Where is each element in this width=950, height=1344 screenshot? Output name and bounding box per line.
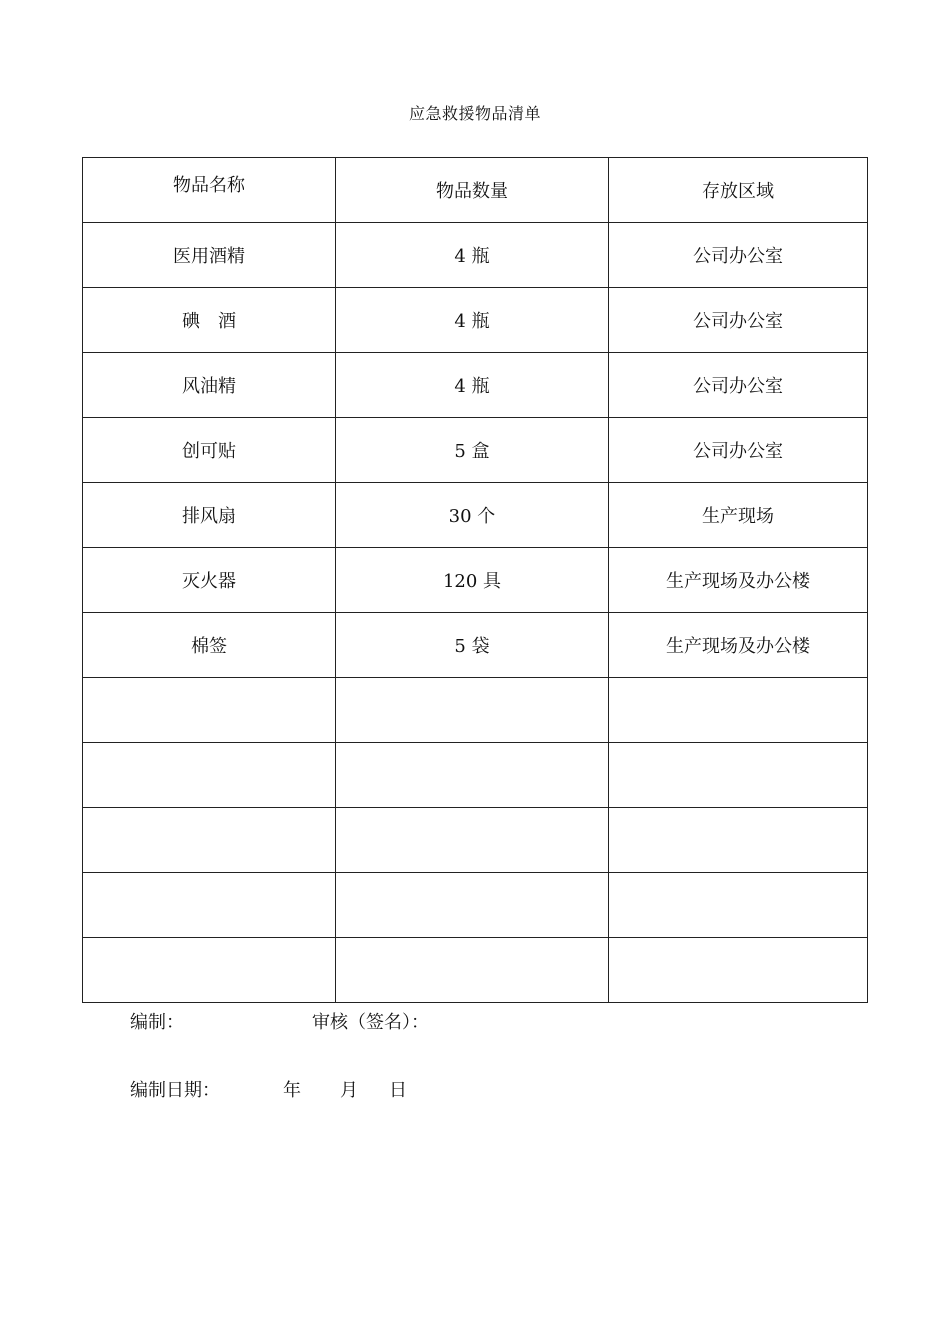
item-quantity-cell: 5 盒 bbox=[336, 418, 609, 483]
table-row-empty bbox=[83, 678, 868, 743]
table-row bbox=[83, 418, 868, 483]
table-row bbox=[83, 548, 868, 613]
storage-area-cell bbox=[609, 743, 868, 808]
item-name-cell: 排风扇 bbox=[83, 483, 336, 548]
item-name-cell bbox=[83, 743, 336, 808]
item-name-cell bbox=[83, 873, 336, 938]
date-month-label: 月 bbox=[340, 1080, 358, 1101]
storage-area-cell: 公司办公室 bbox=[609, 418, 868, 483]
item-name-cell: 灭火器 bbox=[83, 548, 336, 613]
storage-area-cell: 生产现场 bbox=[609, 483, 868, 548]
table-header-row bbox=[83, 158, 868, 223]
table-row bbox=[83, 613, 868, 678]
storage-area-cell: 公司办公室 bbox=[609, 223, 868, 288]
document-title: 应急救援物品清单 bbox=[408, 104, 541, 123]
item-quantity-cell: 120 具 bbox=[336, 548, 609, 613]
item-name-cell: 创可贴 bbox=[83, 418, 336, 483]
storage-area-cell: 公司办公室 bbox=[609, 353, 868, 418]
item-name-cell: 棉签 bbox=[83, 613, 336, 678]
item-quantity-cell: 30 个 bbox=[336, 483, 609, 548]
item-quantity-cell bbox=[336, 873, 609, 938]
item-name-cell bbox=[83, 808, 336, 873]
emergency-supplies-table bbox=[82, 157, 868, 1003]
date-day-label: 日 bbox=[389, 1080, 407, 1101]
table-row-empty bbox=[83, 743, 868, 808]
item-name-cell: 风油精 bbox=[83, 353, 336, 418]
header-storage-area: 存放区域 bbox=[609, 158, 868, 223]
item-name-cell: 碘 酒 bbox=[83, 288, 336, 353]
item-quantity-cell bbox=[336, 743, 609, 808]
header-item-name-label: 物品名称 bbox=[173, 175, 245, 196]
compile-date-label: 编制日期： bbox=[130, 1080, 220, 1101]
item-quantity-cell: 4 瓶 bbox=[336, 223, 609, 288]
storage-area-cell bbox=[609, 873, 868, 938]
table-row bbox=[83, 223, 868, 288]
item-name-cell bbox=[83, 938, 336, 1003]
storage-area-cell: 公司办公室 bbox=[609, 288, 868, 353]
date-year-label: 年 bbox=[283, 1080, 301, 1101]
storage-area-cell: 生产现场及办公楼 bbox=[609, 613, 868, 678]
item-quantity-cell: 5 袋 bbox=[336, 613, 609, 678]
item-name-cell bbox=[83, 678, 336, 743]
reviewed-by-label: 审核（签名）： bbox=[312, 1012, 429, 1033]
storage-area-cell bbox=[609, 678, 868, 743]
storage-area-cell bbox=[609, 938, 868, 1003]
table-row bbox=[83, 288, 868, 353]
item-quantity-cell bbox=[336, 808, 609, 873]
table-row-empty bbox=[83, 808, 868, 873]
header-item-name bbox=[83, 158, 336, 223]
table-row-empty bbox=[83, 938, 868, 1003]
table-row bbox=[83, 483, 868, 548]
storage-area-cell bbox=[609, 808, 868, 873]
item-quantity-cell: 4 瓶 bbox=[336, 353, 609, 418]
item-quantity-cell bbox=[336, 678, 609, 743]
storage-area-cell: 生产现场及办公楼 bbox=[609, 548, 868, 613]
item-quantity-cell: 4 瓶 bbox=[336, 288, 609, 353]
compiled-by-label: 编制： bbox=[130, 1012, 184, 1033]
table-row bbox=[83, 353, 868, 418]
table-row-empty bbox=[83, 873, 868, 938]
item-name-cell: 医用酒精 bbox=[83, 223, 336, 288]
item-quantity-cell bbox=[336, 938, 609, 1003]
header-item-quantity: 物品数量 bbox=[336, 158, 609, 223]
